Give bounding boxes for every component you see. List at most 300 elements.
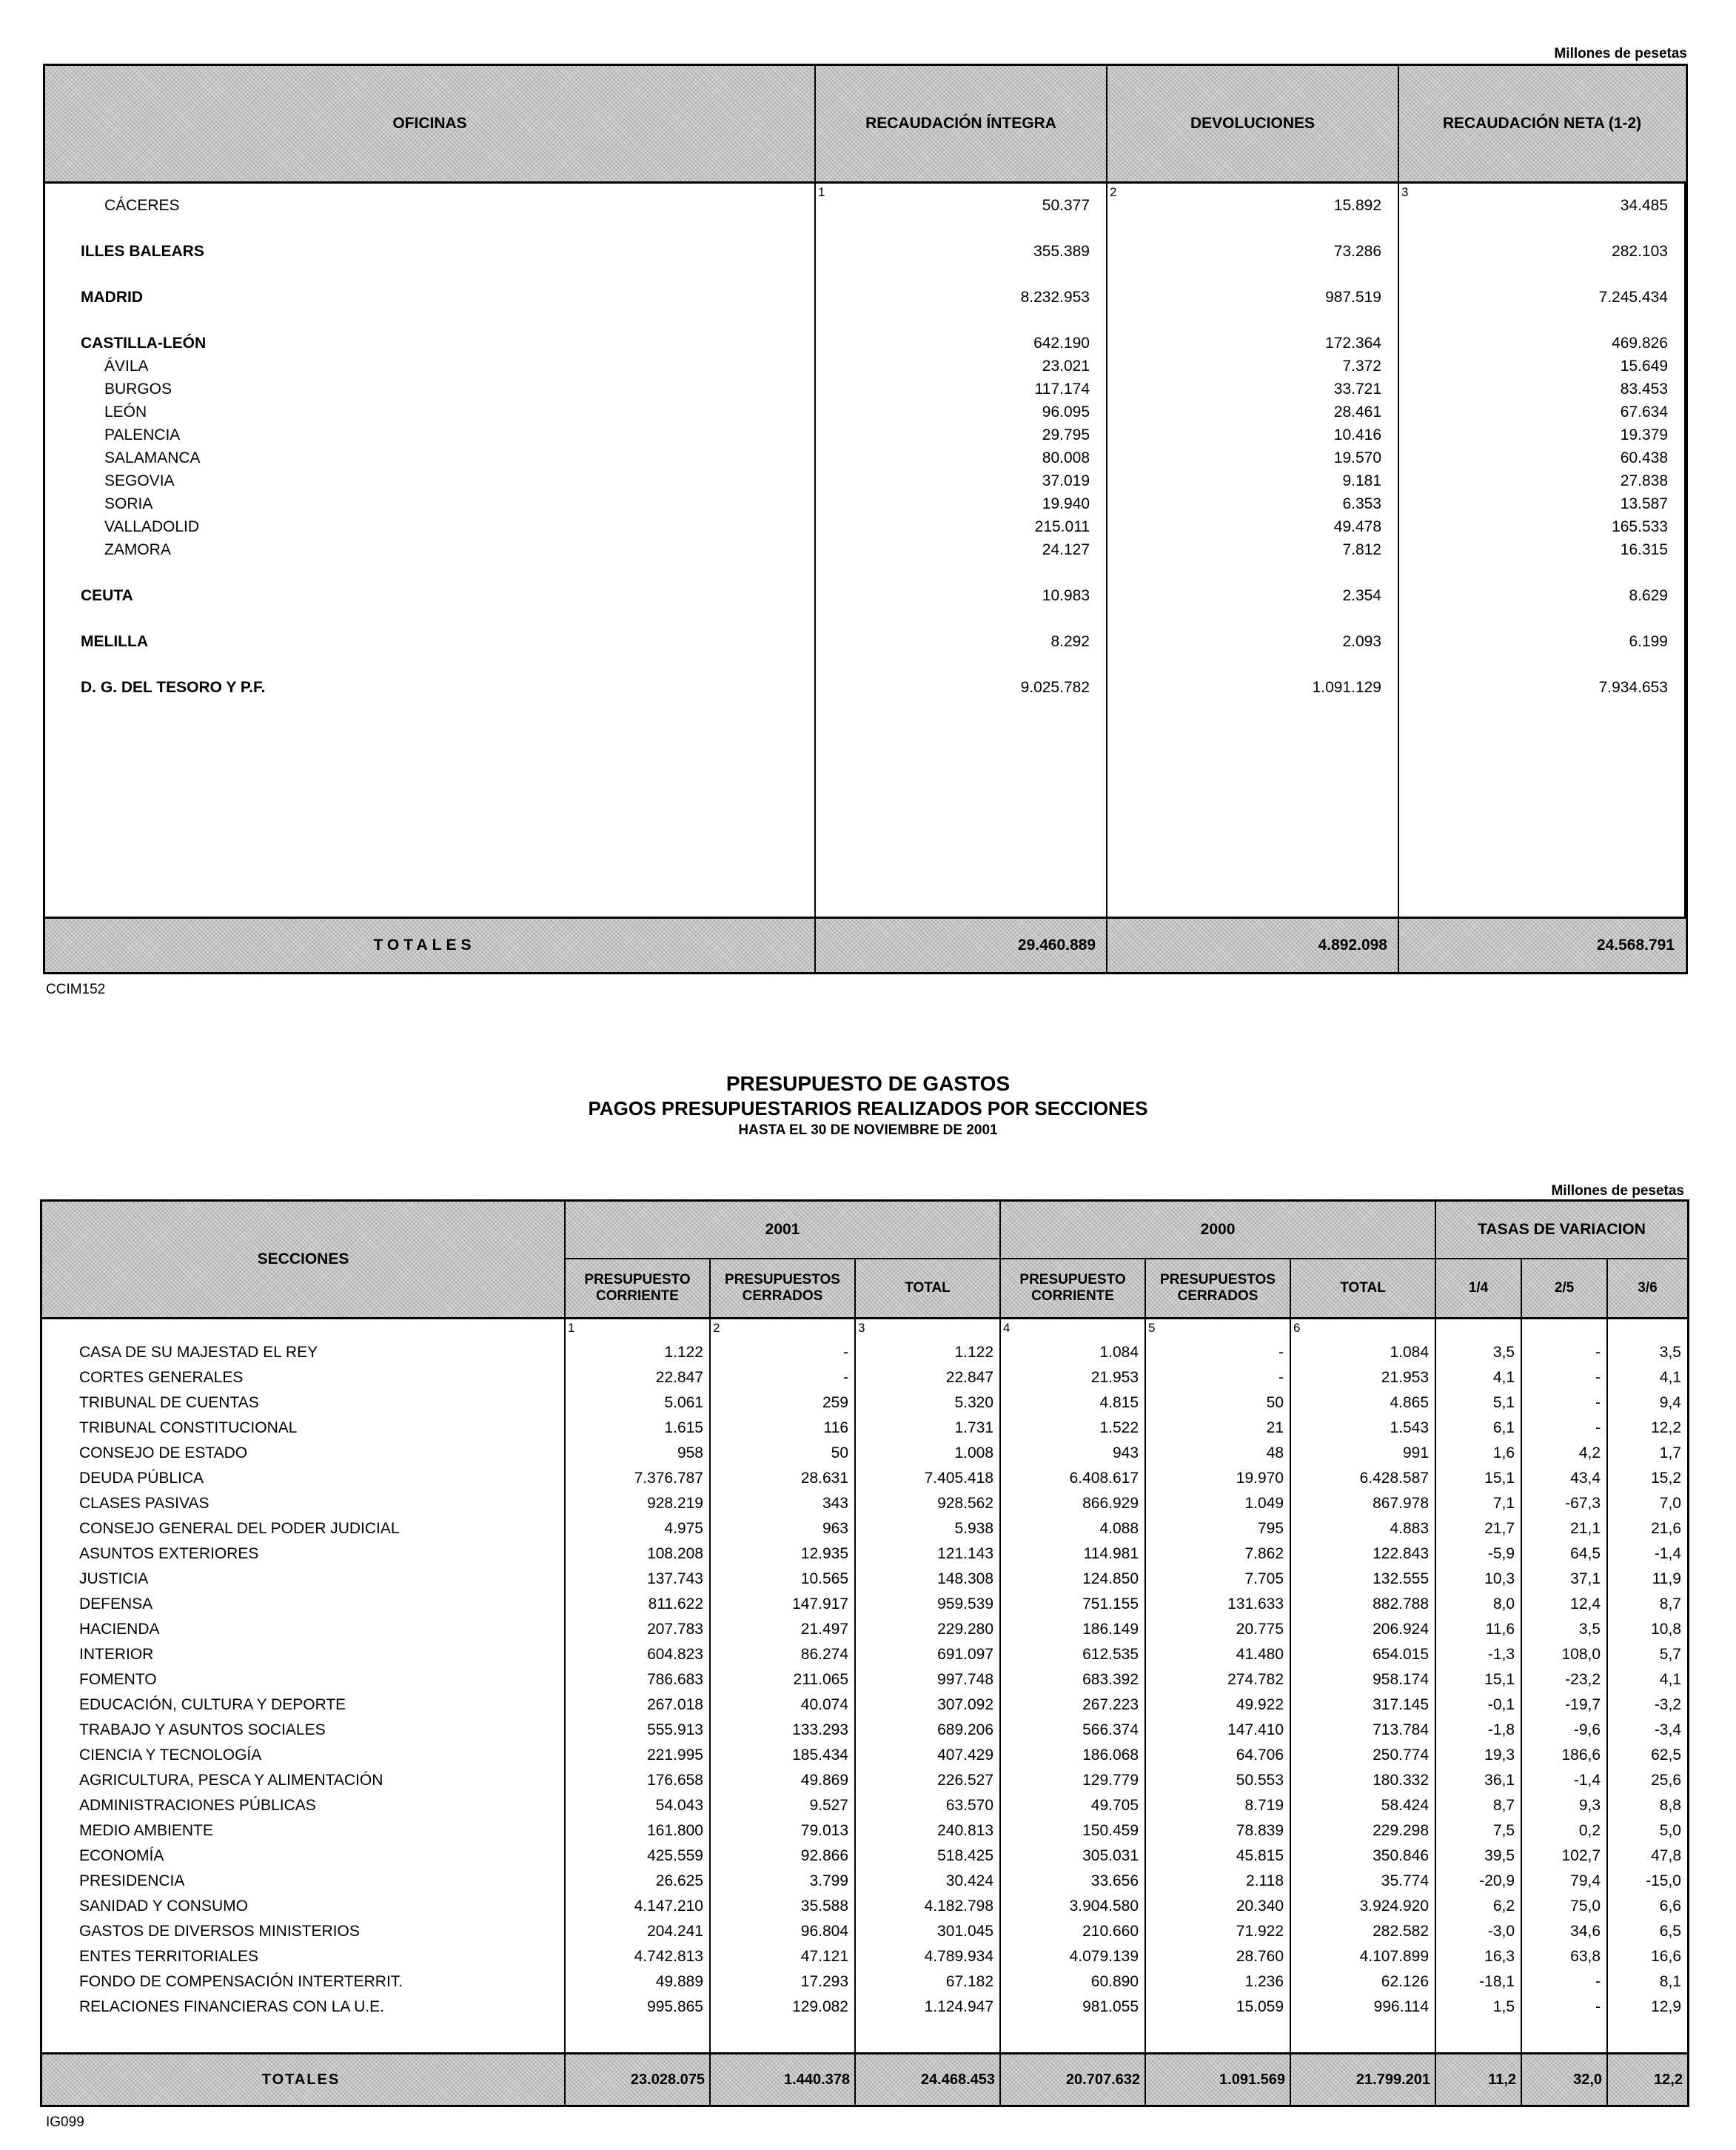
cell-c1: 958 xyxy=(677,1444,703,1461)
cell-c2: 259 xyxy=(822,1394,848,1411)
cell-c4: 1.522 xyxy=(1099,1419,1139,1436)
seccion-label: TRIBUNAL DE CUENTAS xyxy=(79,1394,259,1411)
cell-v1: 37.019 xyxy=(1042,472,1090,489)
cell-c1: 1.122 xyxy=(664,1344,703,1361)
seccion-label: DEFENSA xyxy=(79,1595,153,1612)
cell-c1: 49.889 xyxy=(655,1973,703,1990)
cell-r2: 9,3 xyxy=(1578,1797,1601,1814)
cell-v2: 1.091.129 xyxy=(1312,679,1381,696)
cell-r2: - xyxy=(1595,1973,1601,1990)
header-total-2000: TOTAL xyxy=(1290,1259,1435,1319)
cell-r3: 25,6 xyxy=(1651,1772,1681,1789)
oficina-label: MELILLA xyxy=(81,633,148,650)
cell-c6: 958.174 xyxy=(1373,1671,1430,1688)
cell-c3: 7.405.418 xyxy=(924,1470,994,1487)
cell-r2: -1,4 xyxy=(1573,1772,1601,1789)
cell-c4: 305.031 xyxy=(1082,1847,1139,1864)
totals-row xyxy=(42,2054,1687,2106)
cell-c3: 1.124.947 xyxy=(924,1998,994,2015)
title-line-1: PRESUPUESTO DE GASTOS xyxy=(725,1072,1011,1095)
row-spacer xyxy=(816,263,1106,286)
unit-label-1: Millones de pesetas xyxy=(1554,46,1687,61)
cell-v3: 67.634 xyxy=(1620,403,1668,421)
totals-label: TOTALES xyxy=(42,2054,565,2106)
cell-r3: 6,5 xyxy=(1659,1923,1681,1940)
cell-c4: 124.850 xyxy=(1082,1570,1139,1587)
cell-c2: - xyxy=(843,1369,848,1386)
total-r3: 12,2 xyxy=(1607,2054,1687,2106)
column-number: 3 xyxy=(858,1321,865,1335)
totals-row xyxy=(45,918,1685,973)
row-spacer xyxy=(45,217,814,240)
oficina-label: MADRID xyxy=(81,289,143,306)
seccion-label: INTERIOR xyxy=(79,1646,154,1663)
row-spacer xyxy=(1399,561,1684,584)
cell-c3: 307.092 xyxy=(937,1696,994,1713)
header-devoluciones: DEVOLUCIONES xyxy=(1107,66,1398,183)
cell-r2: 102,7 xyxy=(1561,1847,1601,1864)
cell-c4: 943 xyxy=(1112,1444,1139,1461)
cell-c1: 4.975 xyxy=(664,1520,703,1537)
oficina-label: SORIA xyxy=(104,495,153,512)
cell-r2: -19,7 xyxy=(1565,1696,1601,1713)
cell-c2: 116 xyxy=(823,1419,848,1436)
cell-r1: -18,1 xyxy=(1479,1973,1515,1990)
cell-c2: 50 xyxy=(831,1444,848,1461)
cell-c1: 22.847 xyxy=(655,1369,703,1386)
header-recaudacion-neta: RECAUDACIÓN NETA (1-2) xyxy=(1398,66,1685,183)
cell-c4: 981.055 xyxy=(1082,1998,1139,2015)
cell-r1: -1,3 xyxy=(1487,1646,1515,1663)
cell-c3: 689.206 xyxy=(937,1721,994,1738)
cell-v2: 15.892 xyxy=(1333,197,1381,214)
cell-c1: 5.061 xyxy=(664,1394,703,1411)
cell-c4: 186.149 xyxy=(1082,1621,1139,1638)
cell-v1: 29.795 xyxy=(1042,426,1090,443)
cell-r3: 12,2 xyxy=(1651,1419,1681,1436)
recaudacion-neta-column xyxy=(1398,183,1685,918)
cell-c3: 1.122 xyxy=(954,1344,994,1361)
cell-c3: 22.847 xyxy=(945,1369,994,1386)
cell-c3: 518.425 xyxy=(937,1847,994,1864)
cell-c5: 20.340 xyxy=(1236,1898,1284,1915)
cell-c2: 96.804 xyxy=(800,1923,848,1940)
cell-r2: 108,0 xyxy=(1561,1646,1601,1663)
header-recaudacion-integra: RECAUDACIÓN ÍNTEGRA xyxy=(815,66,1107,183)
cell-v3: 165.533 xyxy=(1612,518,1668,535)
seccion-label: PRESIDENCIA xyxy=(79,1872,185,1889)
devoluciones-column xyxy=(1107,183,1398,918)
column-number: 2 xyxy=(1110,185,1117,199)
cell-c4: 150.459 xyxy=(1082,1822,1139,1839)
row-spacer xyxy=(1399,607,1684,630)
cell-r3: 16,6 xyxy=(1651,1948,1681,1965)
cell-c5: 7.862 xyxy=(1244,1545,1284,1562)
cell-r3: 5,7 xyxy=(1659,1646,1681,1663)
cell-c5: 131.633 xyxy=(1227,1595,1284,1612)
cell-r1: 5,1 xyxy=(1492,1394,1515,1411)
cell-c4: 129.779 xyxy=(1082,1772,1139,1789)
oficina-label: ZAMORA xyxy=(104,541,171,558)
cell-c3: 5.938 xyxy=(954,1520,994,1537)
row-spacer xyxy=(816,653,1106,676)
cell-v3: 27.838 xyxy=(1620,472,1668,489)
cell-c3: 4.182.798 xyxy=(924,1898,994,1915)
cell-c3: 301.045 xyxy=(937,1923,994,1940)
header-tasas-variacion: TASAS DE VARIACION xyxy=(1435,1202,1687,1259)
pagos-table xyxy=(40,1199,1689,2107)
oficina-label: PALENCIA xyxy=(104,426,181,443)
cell-c5: 7.705 xyxy=(1244,1570,1284,1587)
cell-r3: 4,1 xyxy=(1659,1671,1681,1688)
seccion-label: GASTOS DE DIVERSOS MINISTERIOS xyxy=(79,1923,360,1940)
cell-c6: 206.924 xyxy=(1373,1621,1430,1638)
header-rate-3-6: 3/6 xyxy=(1607,1259,1687,1319)
cell-v2: 28.461 xyxy=(1333,403,1381,421)
seccion-label: CONSEJO DE ESTADO xyxy=(79,1444,248,1461)
cell-c5: 1.049 xyxy=(1244,1495,1284,1512)
cell-c4: 186.068 xyxy=(1082,1747,1139,1764)
cell-v3: 60.438 xyxy=(1620,449,1668,466)
cell-c6: 6.428.587 xyxy=(1359,1470,1430,1487)
cell-r3: 8,7 xyxy=(1659,1595,1681,1612)
cell-c3: 63.570 xyxy=(945,1797,994,1814)
cell-r1: 7,1 xyxy=(1492,1495,1515,1512)
column-number: 5 xyxy=(1148,1321,1156,1335)
cell-v1: 96.095 xyxy=(1042,403,1090,421)
oficina-label: VALLADOLID xyxy=(104,518,199,535)
cell-c6: 317.145 xyxy=(1373,1696,1430,1713)
column-number: 4 xyxy=(1003,1321,1011,1335)
oficina-label: D. G. DEL TESORO Y P.F. xyxy=(81,679,266,696)
cell-c6: 58.424 xyxy=(1381,1797,1430,1814)
column-2 xyxy=(710,1319,855,2054)
cell-r2: 21,1 xyxy=(1570,1520,1601,1537)
cell-v3: 19.379 xyxy=(1620,426,1668,443)
cell-r1: 16,3 xyxy=(1484,1948,1515,1965)
row-spacer xyxy=(816,217,1106,240)
cell-c1: 928.219 xyxy=(647,1495,703,1512)
column-1 xyxy=(565,1319,710,2054)
row-spacer xyxy=(45,607,814,630)
cell-c6: 882.788 xyxy=(1373,1595,1430,1612)
cell-r2: - xyxy=(1595,1394,1601,1411)
seccion-label: EDUCACIÓN, CULTURA Y DEPORTE xyxy=(79,1696,346,1713)
cell-c4: 683.392 xyxy=(1082,1671,1139,1688)
row-spacer xyxy=(1399,263,1684,286)
cell-r2: 43,4 xyxy=(1570,1470,1601,1487)
cell-v2: 19.570 xyxy=(1333,449,1381,466)
cell-v2: 9.181 xyxy=(1342,472,1381,489)
seccion-label: CONSEJO GENERAL DEL PODER JUDICIAL xyxy=(79,1520,400,1537)
column-number: 2 xyxy=(713,1321,720,1335)
row-spacer xyxy=(1107,561,1398,584)
table-code-2: IG099 xyxy=(46,2114,84,2130)
cell-c5: 41.480 xyxy=(1236,1646,1284,1663)
total-r1: 11,2 xyxy=(1435,2054,1521,2106)
row-spacer xyxy=(45,263,814,286)
cell-c1: 7.376.787 xyxy=(634,1470,703,1487)
cell-c1: 604.823 xyxy=(647,1646,703,1663)
cell-c4: 866.929 xyxy=(1082,1495,1139,1512)
cell-c6: 4.865 xyxy=(1390,1394,1430,1411)
cell-c1: 4.147.210 xyxy=(634,1898,703,1915)
cell-c1: 26.625 xyxy=(655,1872,703,1889)
cell-c5: 147.410 xyxy=(1227,1721,1284,1738)
unit-label-2: Millones de pesetas xyxy=(1551,1183,1684,1199)
oficina-label: SALAMANCA xyxy=(104,449,201,466)
cell-c2: 211.065 xyxy=(793,1671,848,1688)
cell-c6: 1.543 xyxy=(1390,1419,1430,1436)
cell-c2: 21.497 xyxy=(800,1621,848,1638)
header-presupuestos-cerrados-2000: PRESUPUESTOS CERRADOS xyxy=(1145,1259,1290,1319)
cell-c1: 54.043 xyxy=(655,1797,703,1814)
cell-v1: 10.983 xyxy=(1042,587,1090,604)
cell-r2: 4,2 xyxy=(1578,1444,1601,1461)
total-recaudacion-neta: 24.568.791 xyxy=(1398,918,1685,973)
secciones-column xyxy=(42,1319,565,2054)
cell-r1: 21,7 xyxy=(1484,1520,1515,1537)
cell-c3: 148.308 xyxy=(937,1570,994,1587)
row-spacer xyxy=(1399,309,1684,332)
cell-v1: 8.292 xyxy=(1050,633,1090,650)
cell-c4: 566.374 xyxy=(1082,1721,1139,1738)
cell-v1: 9.025.782 xyxy=(1020,679,1090,696)
oficina-label: CASTILLA-LEÓN xyxy=(81,335,207,352)
cell-r2: - xyxy=(1595,1419,1601,1436)
cell-r2: -67,3 xyxy=(1565,1495,1601,1512)
column-number: 1 xyxy=(568,1321,575,1335)
cell-c4: 267.223 xyxy=(1082,1696,1139,1713)
cell-r2: 64,5 xyxy=(1570,1545,1601,1562)
cell-c4: 33.656 xyxy=(1090,1872,1139,1889)
cell-c6: 250.774 xyxy=(1373,1747,1430,1764)
cell-c3: 1.008 xyxy=(954,1444,994,1461)
cell-c6: 62.126 xyxy=(1381,1973,1430,1990)
cell-c1: 207.783 xyxy=(647,1621,703,1638)
cell-c2: 10.565 xyxy=(800,1570,848,1587)
cell-r3: 7,0 xyxy=(1659,1495,1681,1512)
cell-c3: 997.748 xyxy=(937,1671,994,1688)
cell-c6: 21.953 xyxy=(1381,1369,1430,1386)
seccion-label: ASUNTOS EXTERIORES xyxy=(79,1545,259,1562)
recaudacion-table xyxy=(43,64,1688,974)
cell-c5: 78.839 xyxy=(1236,1822,1284,1839)
cell-c3: 407.429 xyxy=(937,1747,994,1764)
cell-c4: 612.535 xyxy=(1082,1646,1139,1663)
cell-c2: 28.631 xyxy=(800,1470,848,1487)
seccion-label: HACIENDA xyxy=(79,1621,160,1638)
cell-c5: 20.775 xyxy=(1236,1621,1284,1638)
cell-c3: 959.539 xyxy=(937,1595,994,1612)
cell-c1: 995.865 xyxy=(647,1998,703,2015)
cell-c2: 133.293 xyxy=(792,1721,848,1738)
total-c5: 1.091.569 xyxy=(1145,2054,1290,2106)
row-spacer xyxy=(816,309,1106,332)
seccion-label: DEUDA PÚBLICA xyxy=(79,1470,204,1487)
row-spacer xyxy=(1399,217,1684,240)
cell-r2: 0,2 xyxy=(1578,1822,1601,1839)
cell-c2: 47.121 xyxy=(800,1948,848,1965)
column-4 xyxy=(1000,1319,1145,2054)
cell-c2: - xyxy=(843,1344,848,1361)
cell-c2: 147.917 xyxy=(792,1595,848,1612)
oficina-label: CÁCERES xyxy=(104,197,180,214)
cell-c5: 50 xyxy=(1266,1394,1284,1411)
cell-c1: 204.241 xyxy=(647,1923,703,1940)
cell-c6: 867.978 xyxy=(1373,1495,1430,1512)
cell-r3: -3,2 xyxy=(1654,1696,1681,1713)
cell-r1: 3,5 xyxy=(1492,1344,1515,1361)
seccion-label: CORTES GENERALES xyxy=(79,1369,244,1386)
total-recaudacion-integra: 29.460.889 xyxy=(815,918,1107,973)
cell-v1: 80.008 xyxy=(1042,449,1090,466)
cell-r2: - xyxy=(1595,1998,1601,2015)
cell-v3: 6.199 xyxy=(1629,633,1668,650)
cell-c2: 12.935 xyxy=(800,1545,848,1562)
cell-c5: 19.970 xyxy=(1236,1470,1284,1487)
row-spacer xyxy=(816,607,1106,630)
cell-v3: 34.485 xyxy=(1620,197,1668,214)
seccion-label: ADMINISTRACIONES PÚBLICAS xyxy=(79,1797,316,1814)
cell-c6: 4.107.899 xyxy=(1359,1948,1430,1965)
seccion-label: CASA DE SU MAJESTAD EL REY xyxy=(79,1344,318,1361)
cell-c1: 267.018 xyxy=(647,1696,703,1713)
cell-c6: 132.555 xyxy=(1373,1570,1430,1587)
cell-v1: 50.377 xyxy=(1042,197,1090,214)
cell-r1: -1,8 xyxy=(1487,1721,1515,1738)
oficina-label: ÁVILA xyxy=(104,358,149,375)
total-c3: 24.468.453 xyxy=(855,2054,1000,2106)
cell-c2: 35.588 xyxy=(800,1898,848,1915)
cell-v1: 215.011 xyxy=(1034,518,1090,535)
cell-r1: 19,3 xyxy=(1484,1747,1515,1764)
cell-v3: 7.934.653 xyxy=(1598,679,1668,696)
cell-c5: 1.236 xyxy=(1244,1973,1284,1990)
oficinas-column xyxy=(45,183,815,918)
cell-c6: 35.774 xyxy=(1381,1872,1430,1889)
row-spacer xyxy=(1107,607,1398,630)
cell-r3: 11,9 xyxy=(1652,1570,1681,1587)
cell-c1: 108.208 xyxy=(647,1545,703,1562)
cell-c1: 161.800 xyxy=(647,1822,703,1839)
seccion-label: FOMENTO xyxy=(79,1671,157,1688)
cell-c5: 64.706 xyxy=(1236,1747,1284,1764)
cell-r2: 34,6 xyxy=(1570,1923,1601,1940)
cell-c2: 92.866 xyxy=(800,1847,848,1864)
cell-c5: 50.553 xyxy=(1236,1772,1284,1789)
column-number: 6 xyxy=(1293,1321,1301,1335)
cell-c5: 49.922 xyxy=(1236,1696,1284,1713)
cell-c2: 129.082 xyxy=(792,1998,848,2015)
cell-r3: 6,6 xyxy=(1659,1898,1681,1915)
cell-c5: 274.782 xyxy=(1227,1671,1284,1688)
cell-c6: 991 xyxy=(1402,1444,1430,1461)
cell-v1: 23.021 xyxy=(1042,358,1090,375)
cell-c1: 811.622 xyxy=(648,1595,703,1612)
cell-v1: 117.174 xyxy=(1034,381,1090,398)
cell-r3: 10,8 xyxy=(1651,1621,1681,1638)
cell-c6: 4.883 xyxy=(1390,1520,1430,1537)
total-r2: 32,0 xyxy=(1521,2054,1607,2106)
cell-c4: 4.079.139 xyxy=(1069,1948,1139,1965)
cell-v2: 49.478 xyxy=(1333,518,1381,535)
cell-r3: 62,5 xyxy=(1651,1747,1681,1764)
cell-r1: 7,5 xyxy=(1492,1822,1515,1839)
cell-c1: 1.615 xyxy=(664,1419,703,1436)
cell-r3: 15,2 xyxy=(1651,1470,1681,1487)
cell-r3: 9,4 xyxy=(1659,1394,1681,1411)
cell-c4: 21.953 xyxy=(1090,1369,1139,1386)
cell-r1: -20,9 xyxy=(1479,1872,1515,1889)
cell-v3: 13.587 xyxy=(1620,495,1668,512)
cell-r3: 8,1 xyxy=(1659,1973,1681,1990)
cell-v1: 19.940 xyxy=(1042,495,1090,512)
column-5 xyxy=(1145,1319,1290,2054)
cell-c2: 86.274 xyxy=(800,1646,848,1663)
oficina-label: SEGOVIA xyxy=(104,472,175,489)
cell-r3: 12,9 xyxy=(1651,1998,1681,2015)
cell-c4: 4.815 xyxy=(1099,1394,1139,1411)
row-spacer xyxy=(1107,653,1398,676)
cell-c6: 713.784 xyxy=(1373,1721,1430,1738)
title-line-2: PAGOS PRESUPUESTARIOS REALIZADOS POR SECCIONES xyxy=(588,1097,1148,1119)
cell-c4: 114.981 xyxy=(1083,1545,1139,1562)
header-secciones: SECCIONES xyxy=(42,1202,565,1319)
cell-c1: 4.742.813 xyxy=(634,1948,703,1965)
oficina-label: LEÓN xyxy=(104,403,147,421)
cell-c2: 9.527 xyxy=(809,1797,848,1814)
cell-c1: 786.683 xyxy=(647,1671,703,1688)
cell-c2: 17.293 xyxy=(800,1973,848,1990)
seccion-label: ECONOMÍA xyxy=(79,1847,164,1864)
cell-r1: 8,0 xyxy=(1492,1595,1515,1612)
cell-c2: 343 xyxy=(822,1495,848,1512)
cell-c5: 8.719 xyxy=(1244,1797,1284,1814)
cell-c5: 21 xyxy=(1266,1419,1284,1436)
cell-r2: 79,4 xyxy=(1570,1872,1601,1889)
title-line-3: HASTA EL 30 DE NOVIEMBRE DE 2001 xyxy=(738,1122,998,1138)
row-spacer xyxy=(816,561,1106,584)
cell-c3: 121.143 xyxy=(937,1545,994,1562)
cell-c5: 28.760 xyxy=(1236,1948,1284,1965)
row-spacer xyxy=(45,309,814,332)
seccion-label: RELACIONES FINANCIERAS CON LA U.E. xyxy=(79,1998,384,2015)
cell-c2: 963 xyxy=(822,1520,848,1537)
cell-c1: 137.743 xyxy=(647,1570,703,1587)
header-presupuesto-corriente-2000: PRESUPUESTO CORRIENTE xyxy=(1000,1259,1145,1319)
cell-c3: 691.097 xyxy=(937,1646,994,1663)
cell-v2: 7.812 xyxy=(1342,541,1381,558)
seccion-label: SANIDAD Y CONSUMO xyxy=(79,1898,248,1915)
cell-v3: 282.103 xyxy=(1612,243,1668,260)
cell-c6: 654.015 xyxy=(1373,1646,1430,1663)
cell-c5: 45.815 xyxy=(1236,1847,1284,1864)
total-c1: 23.028.075 xyxy=(565,2054,710,2106)
cell-c6: 122.843 xyxy=(1373,1545,1430,1562)
cell-c2: 185.434 xyxy=(792,1747,848,1764)
cell-v2: 172.364 xyxy=(1325,335,1381,352)
cell-c3: 1.731 xyxy=(954,1419,994,1436)
seccion-label: TRIBUNAL CONSTITUCIONAL xyxy=(79,1419,298,1436)
seccion-label: FONDO DE COMPENSACIÓN INTERTERRIT. xyxy=(79,1973,403,1990)
cell-v1: 355.389 xyxy=(1033,243,1090,260)
rate-column-1-4 xyxy=(1435,1319,1521,2054)
oficina-label: CEUTA xyxy=(81,587,133,604)
cell-c6: 229.298 xyxy=(1373,1822,1430,1839)
column-number: 1 xyxy=(818,185,825,199)
cell-c3: 4.789.934 xyxy=(924,1948,994,1965)
